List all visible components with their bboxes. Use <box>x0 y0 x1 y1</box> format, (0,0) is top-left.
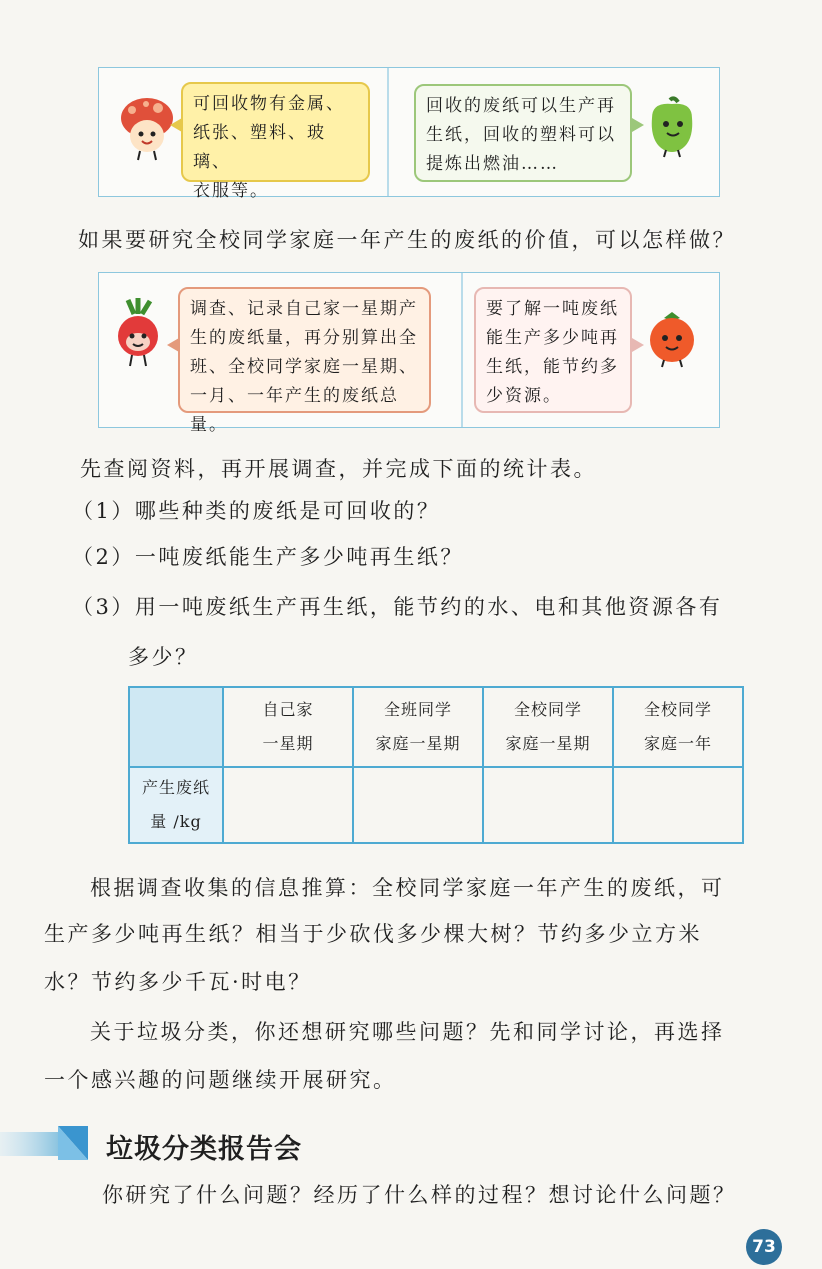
radish-character-icon <box>112 298 164 368</box>
item-text: 一吨废纸能生产多少吨再生纸？ <box>134 545 464 569</box>
section-title: 垃圾分类报告会 <box>106 1134 302 1165</box>
column-header: 全班同学 家庭一星期 <box>353 687 483 767</box>
paragraph-line: 水？节约多少千瓦·时电？ <box>44 970 312 994</box>
bubble-line: 生纸，能节约多 <box>486 357 619 377</box>
bubble-line: 生的废纸量，再分别算出全 <box>190 328 418 348</box>
paragraph-line: 关于垃圾分类，你还想研究哪些问题？先和同学讨论，再选择 <box>90 1020 725 1044</box>
speech-bubble-survey-plan <box>178 287 431 435</box>
page-number: 73 <box>746 1229 782 1265</box>
item-text: 用一吨废纸生产再生纸，能节约的水、电和其他资源各有 <box>134 595 723 619</box>
bubble-line: 提炼出燃油…… <box>426 154 559 174</box>
waste-paper-stats-table <box>128 686 744 844</box>
speech-bubble-resource-info <box>474 287 632 413</box>
table-cell-input[interactable] <box>223 767 353 843</box>
column-header: 全校同学 家庭一星期 <box>483 687 613 767</box>
bubble-line: 一月、一年产生的废纸总量。 <box>190 386 399 435</box>
table-cell-input[interactable] <box>353 767 483 843</box>
tomato-character-icon <box>644 308 700 368</box>
list-item <box>72 541 464 571</box>
table-header-row <box>129 687 743 767</box>
list-item-continuation: 多少？ <box>128 645 199 669</box>
bubble-line: 要了解一吨废纸 <box>486 299 619 319</box>
speech-bubble-recycled-uses <box>414 84 632 182</box>
instruction-text: 先查阅资料，再开展调查，并完成下面的统计表。 <box>80 457 597 481</box>
item-text: 哪些种类的废纸是可回收的？ <box>134 499 441 523</box>
table-corner-cell <box>129 687 223 767</box>
mushroom-character-icon <box>118 96 176 162</box>
bubble-line: 纸张、塑料、玻璃、 <box>193 123 326 172</box>
speech-bubble-recyclables <box>181 82 370 201</box>
table-cell-input[interactable] <box>483 767 613 843</box>
table-row <box>129 767 743 843</box>
bubble-line: 少资源。 <box>486 386 562 406</box>
list-item <box>72 591 722 621</box>
bubble-line: 回收的废纸可以生产再 <box>426 96 616 116</box>
bubble-line: 生纸，回收的塑料可以 <box>426 125 616 145</box>
paragraph-line: 一个感兴趣的问题继续开展研究。 <box>44 1068 397 1092</box>
bubble-line: 班、全校同学家庭一星期、 <box>190 357 418 377</box>
table-cell-input[interactable] <box>613 767 743 843</box>
paragraph-line: 生产多少吨再生纸？相当于少砍伐多少棵大树？节约多少立方米 <box>44 922 702 946</box>
list-item <box>72 495 440 525</box>
bubble-line: 能生产多少吨再 <box>486 328 619 348</box>
bubble-line: 衣服等。 <box>193 181 269 201</box>
item-number: （1） <box>72 499 135 523</box>
section-question: 你研究了什么问题？经历了什么样的过程？想讨论什么问题？ <box>102 1183 737 1207</box>
paragraph-line: 根据调查收集的信息推算：全校同学家庭一年产生的废纸，可 <box>90 876 725 900</box>
item-number: （3） <box>72 595 135 619</box>
pepper-character-icon <box>644 96 700 158</box>
row-header: 产生废纸 量 /kg <box>129 767 223 843</box>
bubble-line: 调查、记录自己家一星期产 <box>190 299 418 319</box>
item-number: （2） <box>72 545 135 569</box>
research-question: 如果要研究全校同学家庭一年产生的废纸的价值，可以怎样做？ <box>78 228 736 252</box>
column-header: 全校同学 家庭一年 <box>613 687 743 767</box>
bubble-line: 可回收物有金属、 <box>193 94 345 114</box>
column-header: 自己家 一星期 <box>223 687 353 767</box>
